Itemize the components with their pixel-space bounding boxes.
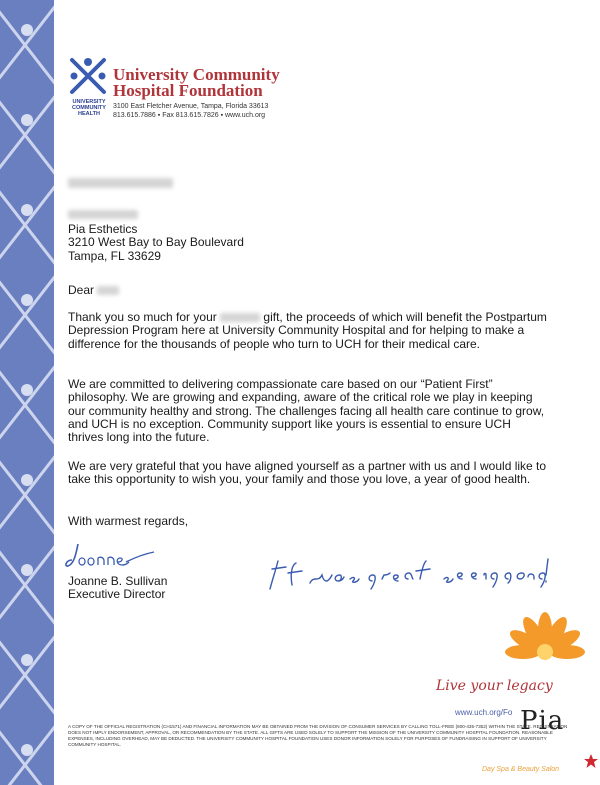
contact-info: 813.615.7886 ▪ Fax 813.615.7826 ▪ www.uch.org (113, 112, 266, 119)
paragraph-gratitude: We are very grateful that you have aligned yourself as a partner with us and I would like to take this opportunity to wish you, your family and those you love, a year of good health. (68, 459, 547, 487)
org-name-line2: Hospital Foundation (113, 81, 263, 100)
organization-name (113, 67, 280, 99)
logo-sub-line: HEALTH (78, 111, 100, 117)
redacted-gift-amount (220, 313, 260, 322)
signature-image (64, 540, 159, 572)
signer-title: Executive Director (68, 587, 166, 602)
letterhead-address (113, 102, 268, 120)
uch-logo-icon (68, 56, 108, 96)
handwritten-note-image (262, 555, 552, 595)
logo-sub-line: COMMUNITY (72, 105, 106, 111)
recipient-line: 3210 West Bay to Bay Boulevard (68, 235, 244, 250)
closing: With warmest regards, (68, 514, 189, 528)
recipient-line: Pia Esthetics (68, 222, 138, 236)
redacted-salutation-name (97, 286, 119, 295)
logo-sub-line: UNIVERSITY (72, 99, 106, 105)
spa-tagline: Day Spa & Beauty Salon (482, 766, 560, 773)
org-name-line1: University Community (113, 65, 280, 84)
street-address: 3100 East Fletcher Avenue, Tampa, Florida 33613 (113, 103, 269, 110)
decorative-side-stripe (0, 0, 54, 785)
signer-name: Joanne B. Sullivan (68, 574, 168, 588)
legal-fine-print: A COPY OF THE OFFICIAL REGISTRATION (CH1571) AND FINANCIAL INFORMATION MAY BE OBTAINED FROM THE DIVISION OF CONSUMER SERVICES BY CALLING TOLL-FREE (800-435-7352) WITHIN THE STATE. REGISTRATION DOES NOT IMPLY ENDORSEMENT, APPROVAL, OR RECOMMENDATION BY THE STATE. ALL GIFTS ARE USED SOLELY TO SUPPORT THE MISSION OF THE UNIVERSITY COMMUNITY HOSPITAL FOUNDATION. REASONABLE EXPENSES, INCLUDING OVERHEAD, MAY BE DEDUCTED. THE UNIVERSITY COMMUNITY HOSPITAL FOUNDATION USES DONOR INFORMATION SOLELY FOR PURPOSES OF FUNDRAISING IN SUPPORT OF UNIVERSITY COMMUNITY HOSPITAL. (68, 724, 568, 747)
recipient-line: Tampa, FL 33629 (68, 248, 161, 263)
redacted-date (68, 178, 173, 188)
salutation-text: Dear (68, 283, 95, 297)
signer-block (68, 575, 167, 602)
logo-subtext (66, 99, 112, 117)
paragraph-text: Thank you so much for your (68, 310, 217, 324)
red-star-icon (584, 754, 598, 768)
paragraph-text: gift, the proceeds of which will benefit the Postpartum Depression Program here at University Community Hospital and for helping to make a difference for the thousands of people who turn to UCH for their medical care. (68, 310, 547, 351)
paragraph-commitment: We are committed to delivering compassionate care based on our “Patient First” philosophy. We are growing and expanding, aware of the critical role we play in keeping our community healthy and strong. The challenges facing all health care continue to grow, and UCH is no exception. Community support like yours is essential to ensure UCH thrives long into the future. (68, 377, 545, 445)
paragraph-thank-you (68, 311, 548, 351)
spa-brand-watermark: Pia (520, 706, 565, 736)
redacted-recipient-name (68, 210, 138, 219)
footer-slogan: Live your legacy (436, 678, 553, 694)
salutation (68, 284, 119, 297)
flower-logo-icon (490, 612, 600, 712)
figure-pattern (0, 0, 54, 785)
footer-url: www.uch.org/Fo (455, 708, 513, 717)
recipient-address (68, 223, 244, 263)
